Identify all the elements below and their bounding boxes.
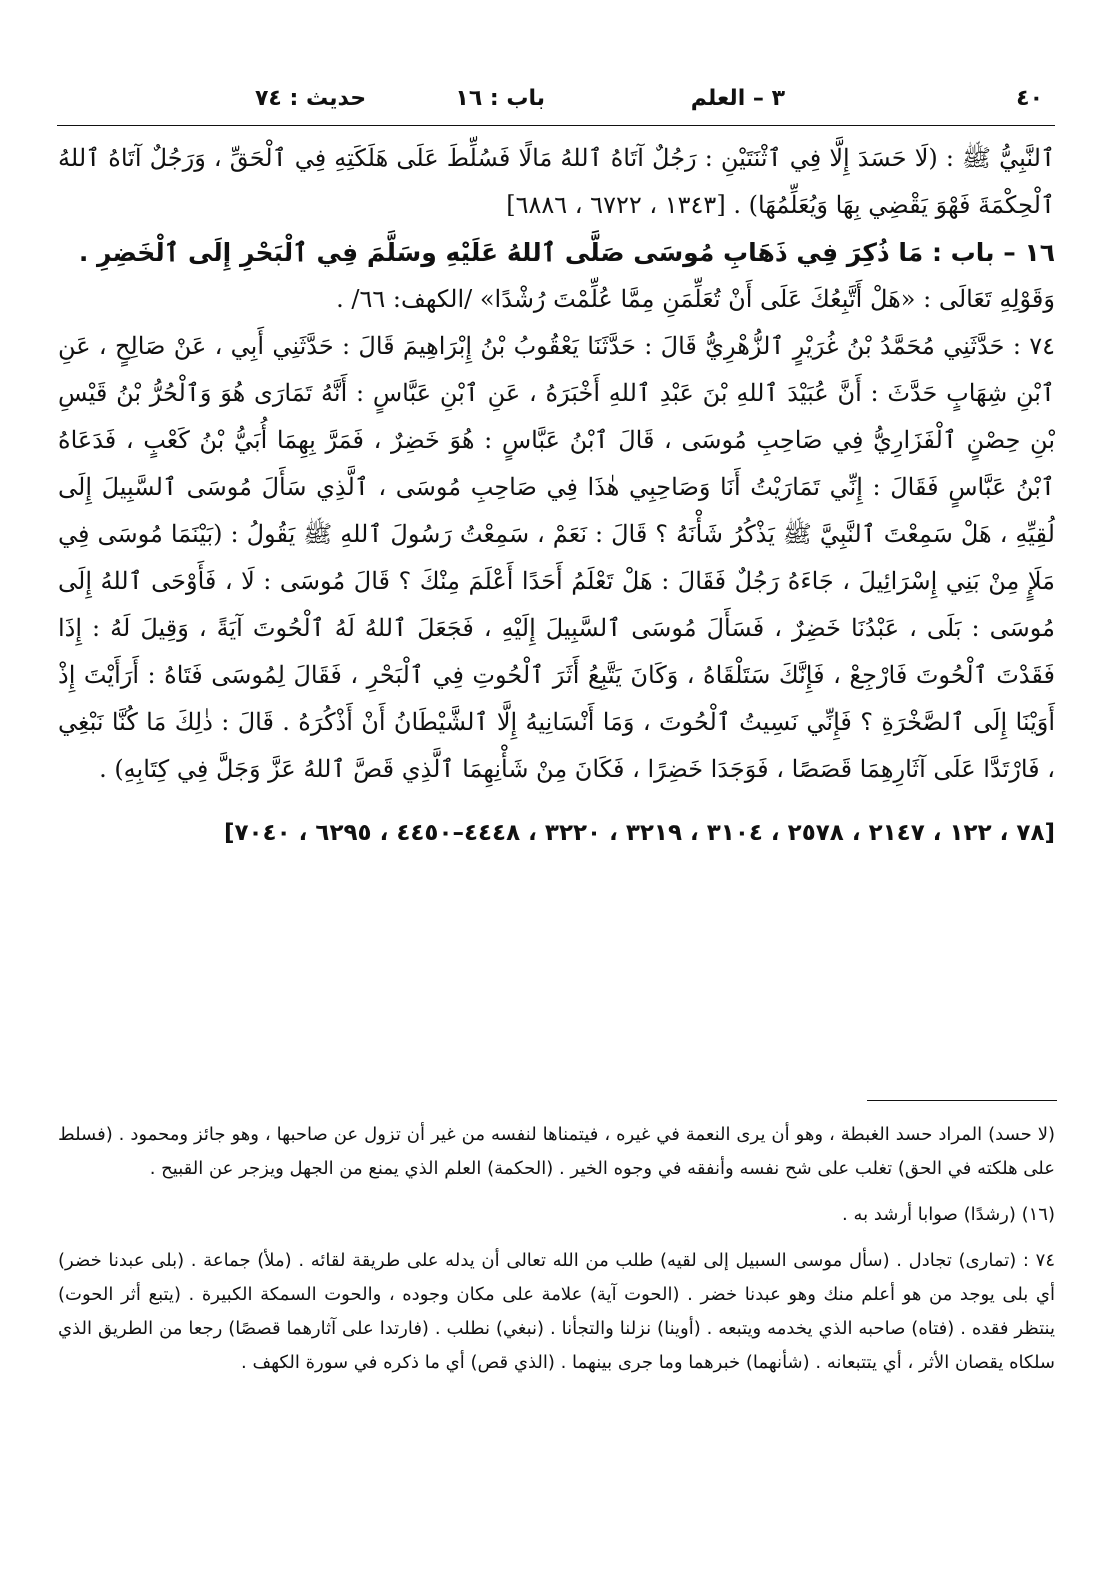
footnote-73: (لا حسد) المراد حسد الغبطة ، وهو أن يرى النعمة في غيره ، فيتمناها لنفسه من غير أن تزول عن صاحبها ، وهو جائز ومحمود . (فسلط على هلكته في الحق) تغلب على شح نفسه وأنفقه في وجوه الخير . (الحكمة) العلم الذي يمنع من الجهل ويزجر عن القبيح . xyxy=(58,1124,1055,1179)
hadith-73-text: ٱلنَّبِيُّ ﷺ : (لَا حَسَدَ إِلَّا فِي ٱثْنَتَيْنِ : رَجُلٌ آتَاهُ ٱللهُ مَالًا فَسُلِّطَ عَلَى هَلَكَتِهِ فِي ٱلْحَقِّ ، وَرَجُلٌ آتَاهُ ٱللهُ ٱلْحِكْمَةَ فَهْوَ يَقْضِي بِهَا وَيُعَلِّمُهَا) . xyxy=(58,144,1055,219)
page-header xyxy=(60,86,1055,126)
hadith-74-references: [٧٨ ، ١٢٢ ، ٢١٤٧ ، ٢٥٧٨ ، ٣١٠٤ ، ٣٢١٩ ، ٣٢٢٠ ، ٤٤٤٨–٤٤٥٠ ، ٦٢٩٥ ، ٧٠٤٠] xyxy=(223,820,1055,846)
bab-heading: ١٦ – باب : مَا ذُكِرَ فِي ذَهَابِ مُوسَى صَلَّى ٱللهُ عَلَيْهِ وسَلَّمَ فِي ٱلْبَحْرِ إِلَى ٱلْخَضِرِ . xyxy=(78,238,1055,267)
quran-verse: وَقَوْلِهِ تَعَالَى : «هَلْ أَتَّبِعُكَ عَلَى أَنْ تُعَلِّمَنِ مِمَّا عُلِّمْتَ رُشْدًا» /الكهف: ٦٦/ . xyxy=(336,285,1055,313)
header-divider xyxy=(57,125,1055,126)
footnote-divider xyxy=(867,1100,1057,1101)
footnote-74: ٧٤ : (تمارى) تجادل . (سأل موسى السبيل إلى لقيه) طلب من الله تعالى أن يدله على طريقة لقائه . (ملأ) جماعة . (بلى عبدنا خضر) أي بلى يوجد من هو أعلم منك وهو عبدنا خضر . (الحوت آية) علامة على مكان وجوده ، والحوت السمكة الكبيرة . (يتبع أثر الحوت) ينتظر فقده . (فتاه) صاحبه الذي يخدمه ويتبعه . (أوينا) نزلنا والتجأنا . (نبغي) نطلب . (فارتدا على آثارهما قصصًا) رجعا من الطريق الذي سلكاه يقصان الأثر ، أي يتتبعانه . (شأنهما) خبرهما وما جرى بينهما . (الذي قص) أي ما ذكره في سورة الكهف . xyxy=(58,1250,1055,1373)
hadith-74-text: ٧٤ : حَدَّثَنِي مُحَمَّدُ بْنُ غُرَيْرٍ ٱلزُّهْرِيُّ قَالَ : حَدَّثَنَا يَعْقُوبُ بْنُ إِبْرَاهِيمَ قَالَ : حَدَّثَنِي أَبِي ، عَنْ صَالِحٍ ، عَنِ ٱبْنِ شِهَابٍ حَدَّثَ : أَنَّ عُبَيْدَ ٱللهِ بْنَ عَبْدِ ٱللهِ أَخْبَرَهُ ، عَنِ ٱبْنِ عَبَّاسٍ : أَنَّهُ تَمَارَى هُوَ وَٱلْحُرُّ بْنُ قَيْسِ بْنِ حِصْنٍ ٱلْفَزَارِيُّ فِي صَاحِبِ مُوسَى ، قَالَ ٱبْنُ عَبَّاسٍ : هُوَ خَضِرٌ ، فَمَرَّ بِهِمَا أُبَيُّ بْنُ كَعْبٍ ، فَدَعَاهُ ٱبْنُ عَبَّاسٍ فَقَالَ : إِنِّي تَمَارَيْتُ أَنَا وَصَاحِبِي هٰذَا فِي صَاحِبِ مُوسَى ، ٱلَّذِي سَأَلَ مُوسَى ٱلسَّبِيلَ إِلَى لُقِيِّهِ ، هَلْ سَمِعْتَ ٱلنَّبِيَّ ﷺ يَذْكُرُ شَأْنَهُ ؟ قَالَ : نَعَمْ ، سَمِعْتُ رَسُولَ ٱللهِ ﷺ يَقُولُ : (بَيْنَمَا مُوسَى فِي مَلَإٍ مِنْ بَنِي إِسْرَائِيلَ ، جَاءَهُ رَجُلٌ فَقَالَ : هَلْ تَعْلَمُ أَحَدًا أَعْلَمَ مِنْكَ ؟ قَالَ مُوسَى : لَا ، فَأَوْحَى ٱللهُ إِلَى مُوسَى : بَلَى ، عَبْدُنَا خَضِرٌ ، فَسَأَلَ مُوسَى ٱلسَّبِيلَ إِلَيْهِ ، فَجَعَلَ ٱللهُ لَهُ ٱلْحُوتَ آيَةً ، وَقِيلَ لَهُ : إِذَا فَقَدْتَ ٱلْحُوتَ فَارْجِعْ ، فَإِنَّكَ سَتَلْقَاهُ ، وَكَانَ يَتَّبِعُ أَثَرَ ٱلْحُوتِ فِي ٱلْبَحْرِ ، فَقَالَ لِمُوسَى فَتَاهُ : أَرَأَيْتَ إِذْ أَوَيْنَا إِلَى ٱلصَّخْرَةِ ؟ فَإِنِّي نَسِيتُ ٱلْحُوتَ ، وَمَا أَنْسَانِيهُ إِلَّا ٱلشَّيْطَانُ أَنْ أَذْكُرَهُ . قَالَ : ذٰلِكَ مَا كُنَّا نَبْغِي ، فَارْتَدَّا عَلَى آثَارِهِمَا قَصَصًا ، فَوَجَدَا خَضِرًا ، فَكَانَ مِنْ شَأْنِهِمَا ٱلَّذِي قَصَّ ٱللهُ عَزَّ وَجَلَّ فِي كِتَابِهِ) . xyxy=(58,332,1056,783)
chapter-title: ٣ – العلم xyxy=(690,86,785,111)
bab-number: باب : ١٦ xyxy=(455,86,545,111)
hadith-73-references: [١٣٤٣ ، ٦٧٢٢ ، ٦٨٨٦] xyxy=(506,191,726,219)
page-number: ٤٠ xyxy=(1016,86,1043,111)
footnote-16: (١٦) (رشدًا) صوابا أرشد به . xyxy=(842,1204,1055,1225)
main-text xyxy=(58,135,1055,859)
footnotes xyxy=(58,1118,1055,1380)
hadith-number: حديث : ٧٤ xyxy=(255,86,367,111)
